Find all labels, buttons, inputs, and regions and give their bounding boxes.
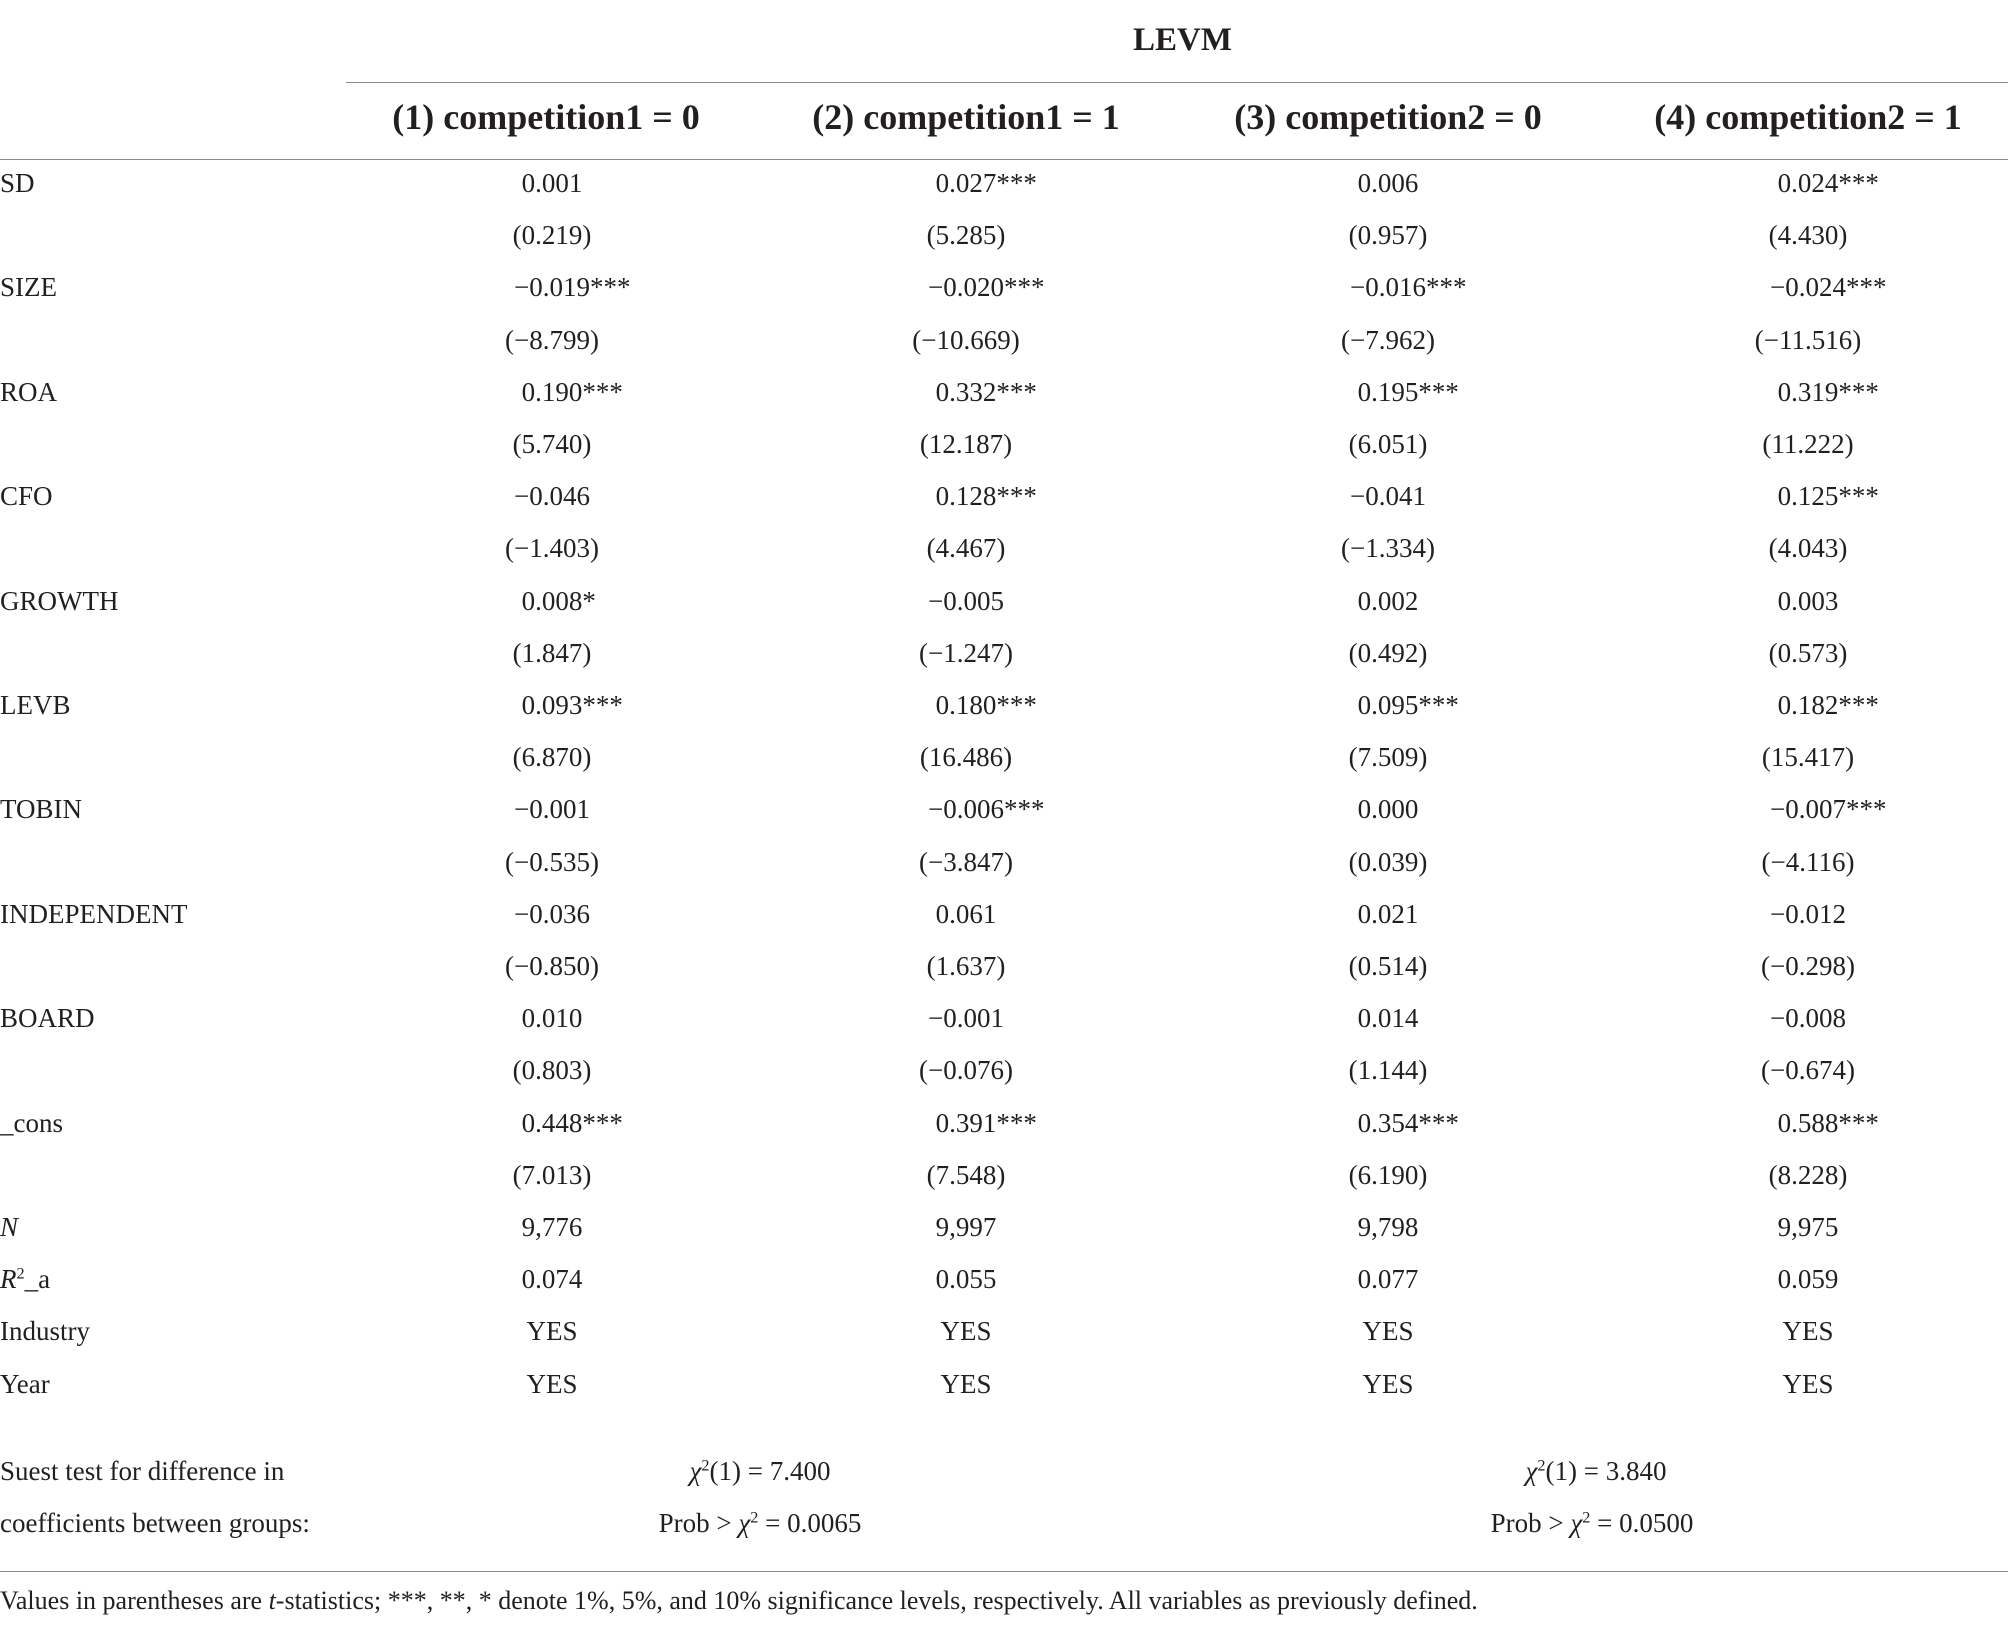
row-label-board: BOARD — [0, 1003, 95, 1034]
row-label-n: N — [0, 1212, 19, 1242]
column-header-4: (4) competition2 = 1 — [1654, 97, 1962, 137]
stat-cell: YES — [1362, 1368, 1414, 1399]
table-footnote: Values in parentheses are t-statistics; ***, **, * denote 1%, 5%, and 10% significance levels, respectively. All variables as previously defined. — [0, 1586, 1478, 1615]
t-stat-cell: (1.847) — [512, 637, 592, 668]
coef-cell: 0.027*** — [935, 168, 1037, 198]
stat-cell: YES — [526, 1316, 578, 1347]
row-label-size: SIZE — [0, 272, 57, 303]
coef-cell: −0.006*** — [928, 794, 1045, 825]
t-stat-cell: (−8.799) — [505, 324, 599, 355]
t-stat-cell: (4.043) — [1768, 533, 1848, 564]
stat-cell: YES — [1782, 1316, 1834, 1347]
t-stat-cell: (5.740) — [512, 429, 592, 459]
coef-cell: −0.007*** — [1770, 794, 1887, 825]
stat-cell: 9,798 — [1357, 1212, 1419, 1242]
coef-cell: 0.010 — [521, 1003, 583, 1034]
t-stat-cell: (1.637) — [926, 951, 1006, 981]
coef-cell: 0.095*** — [1357, 690, 1459, 720]
stat-cell: 0.074 — [521, 1264, 583, 1295]
t-stat-cell: (−1.334) — [1341, 533, 1435, 564]
coef-cell: 0.190*** — [521, 376, 623, 407]
row-label-independent: INDEPENDENT — [0, 898, 188, 929]
coef-cell: 0.014 — [1357, 1003, 1419, 1034]
row-label-sd: SD — [0, 168, 35, 198]
stat-cell: 0.059 — [1777, 1264, 1839, 1295]
coef-cell: 0.128*** — [935, 481, 1037, 512]
suest-left-chi: $\chi^2(1) = 7.400$ — [689, 1456, 831, 1486]
coef-cell: −0.008 — [1770, 1003, 1846, 1034]
coef-cell: 0.319*** — [1777, 376, 1879, 407]
row-label-industry: Industry — [0, 1316, 90, 1347]
coef-cell: 0.093*** — [521, 690, 623, 720]
coef-cell: 0.125*** — [1777, 481, 1879, 512]
row-label-cfo: CFO — [0, 481, 53, 512]
t-stat-cell: (−11.516) — [1754, 324, 1862, 355]
coef-cell: 0.008* — [521, 585, 596, 616]
suest-right-chi: $\chi^2(1) = 3.840$ — [1525, 1456, 1667, 1486]
t-stat-cell: (−0.535) — [505, 846, 599, 877]
t-stat-cell: (0.514) — [1348, 951, 1428, 981]
t-stat-cell: (4.430) — [1768, 220, 1848, 251]
t-stat-cell: (−7.962) — [1341, 324, 1435, 355]
coef-cell: 0.024*** — [1777, 168, 1879, 198]
coef-cell: 0.001 — [521, 168, 583, 198]
coef-cell: −0.036 — [514, 898, 590, 929]
suest-left-prob: Prob > $\chi^2 = 0.0065$ — [658, 1508, 862, 1538]
stat-cell: 9,997 — [935, 1212, 997, 1242]
row-label-cons: _cons — [0, 1107, 63, 1138]
t-stat-cell: (8.228) — [1768, 1159, 1848, 1190]
stat-cell: YES — [1782, 1368, 1834, 1399]
t-stat-cell: (7.013) — [512, 1159, 592, 1190]
stat-cell: YES — [940, 1368, 992, 1399]
coef-cell: 0.391*** — [935, 1107, 1037, 1138]
coef-cell: −0.001 — [514, 794, 590, 825]
column-header-3: (3) competition2 = 0 — [1234, 97, 1542, 137]
row-label-growth: GROWTH — [0, 585, 119, 616]
t-stat-cell: (5.285) — [926, 220, 1006, 251]
row-label-tobin: TOBIN — [0, 794, 83, 825]
coef-cell: 0.021 — [1357, 898, 1419, 929]
coef-cell: −0.024*** — [1770, 272, 1887, 303]
t-stat-cell: (12.187) — [919, 429, 1013, 459]
coef-cell: 0.000 — [1357, 794, 1419, 825]
t-stat-cell: (4.467) — [926, 533, 1006, 564]
t-stat-cell: (7.509) — [1348, 742, 1428, 773]
t-stat-cell: (−4.116) — [1761, 846, 1855, 877]
t-stat-cell: (16.486) — [919, 742, 1013, 773]
stat-cell: YES — [526, 1368, 578, 1399]
group-header-levm: LEVM — [1133, 22, 1232, 58]
t-stat-cell: (0.957) — [1348, 220, 1428, 251]
coef-cell: −0.005 — [928, 585, 1004, 616]
column-header-2: (2) competition1 = 1 — [812, 97, 1120, 137]
t-stat-cell: (11.222) — [1762, 429, 1854, 459]
t-stat-cell: (−0.298) — [1761, 951, 1855, 981]
t-stat-cell: (−0.076) — [919, 1055, 1013, 1086]
coef-cell: 0.195*** — [1357, 376, 1459, 407]
suest-right-prob: Prob > $\chi^2 = 0.0500$ — [1490, 1508, 1694, 1538]
coef-cell: 0.061 — [935, 898, 997, 929]
stat-cell: YES — [940, 1316, 992, 1347]
t-stat-cell: (7.548) — [926, 1159, 1006, 1190]
t-stat-cell: (6.870) — [512, 742, 592, 773]
row-label-roa: ROA — [0, 376, 58, 407]
t-stat-cell: (−3.847) — [919, 846, 1013, 877]
t-stat-cell: (0.039) — [1348, 846, 1428, 877]
t-stat-cell: (0.573) — [1768, 637, 1848, 668]
coef-cell: 0.588*** — [1777, 1107, 1879, 1138]
t-stat-cell: (6.051) — [1348, 429, 1428, 459]
column-header-1: (1) competition1 = 0 — [392, 97, 700, 137]
stat-cell: YES — [1362, 1316, 1414, 1347]
table-bottom-rule — [0, 1571, 2008, 1572]
coef-cell: 0.332*** — [935, 376, 1037, 407]
coef-cell: 0.002 — [1357, 585, 1419, 616]
coef-cell: 0.354*** — [1357, 1107, 1459, 1138]
coef-cell: −0.001 — [928, 1003, 1004, 1034]
suest-label-line1: Suest test for difference in — [0, 1456, 285, 1486]
stat-cell: 9,776 — [521, 1212, 583, 1242]
t-stat-cell: (−1.403) — [505, 533, 599, 564]
t-stat-cell: (0.803) — [512, 1055, 592, 1086]
coef-cell: −0.012 — [1770, 898, 1846, 929]
coef-cell: −0.016*** — [1350, 272, 1467, 303]
t-stat-cell: (0.492) — [1348, 637, 1428, 668]
stat-cell: 0.077 — [1357, 1264, 1419, 1295]
coef-cell: −0.020*** — [928, 272, 1045, 303]
coef-cell: −0.019*** — [514, 272, 631, 303]
t-stat-cell: (6.190) — [1348, 1159, 1428, 1190]
row-label-levb: LEVB — [0, 690, 71, 720]
t-stat-cell: (−10.669) — [912, 324, 1020, 355]
t-stat-cell: (−0.674) — [1761, 1055, 1855, 1086]
stat-cell: 0.055 — [935, 1264, 997, 1295]
coef-cell: 0.006 — [1357, 168, 1419, 198]
t-stat-cell: (1.144) — [1348, 1055, 1428, 1086]
coef-cell: 0.182*** — [1777, 690, 1879, 720]
t-stat-cell: (15.417) — [1761, 742, 1855, 773]
coef-cell: −0.041 — [1350, 481, 1426, 512]
coef-cell: 0.180*** — [935, 690, 1037, 720]
t-stat-cell: (−1.247) — [919, 637, 1013, 668]
column-header-rule — [0, 159, 2008, 160]
group-header-rule — [346, 82, 2008, 83]
suest-label-line2: coefficients between groups: — [0, 1508, 310, 1538]
row-label-year: Year — [0, 1368, 50, 1399]
t-stat-cell: (−0.850) — [505, 951, 599, 981]
row-label-r2a: $R^2\_a$ — [0, 1264, 51, 1295]
coef-cell: 0.448*** — [521, 1107, 623, 1138]
coef-cell: −0.046 — [514, 481, 590, 512]
coef-cell: 0.003 — [1777, 585, 1839, 616]
stat-cell: 9,975 — [1777, 1212, 1839, 1242]
t-stat-cell: (0.219) — [512, 220, 592, 251]
